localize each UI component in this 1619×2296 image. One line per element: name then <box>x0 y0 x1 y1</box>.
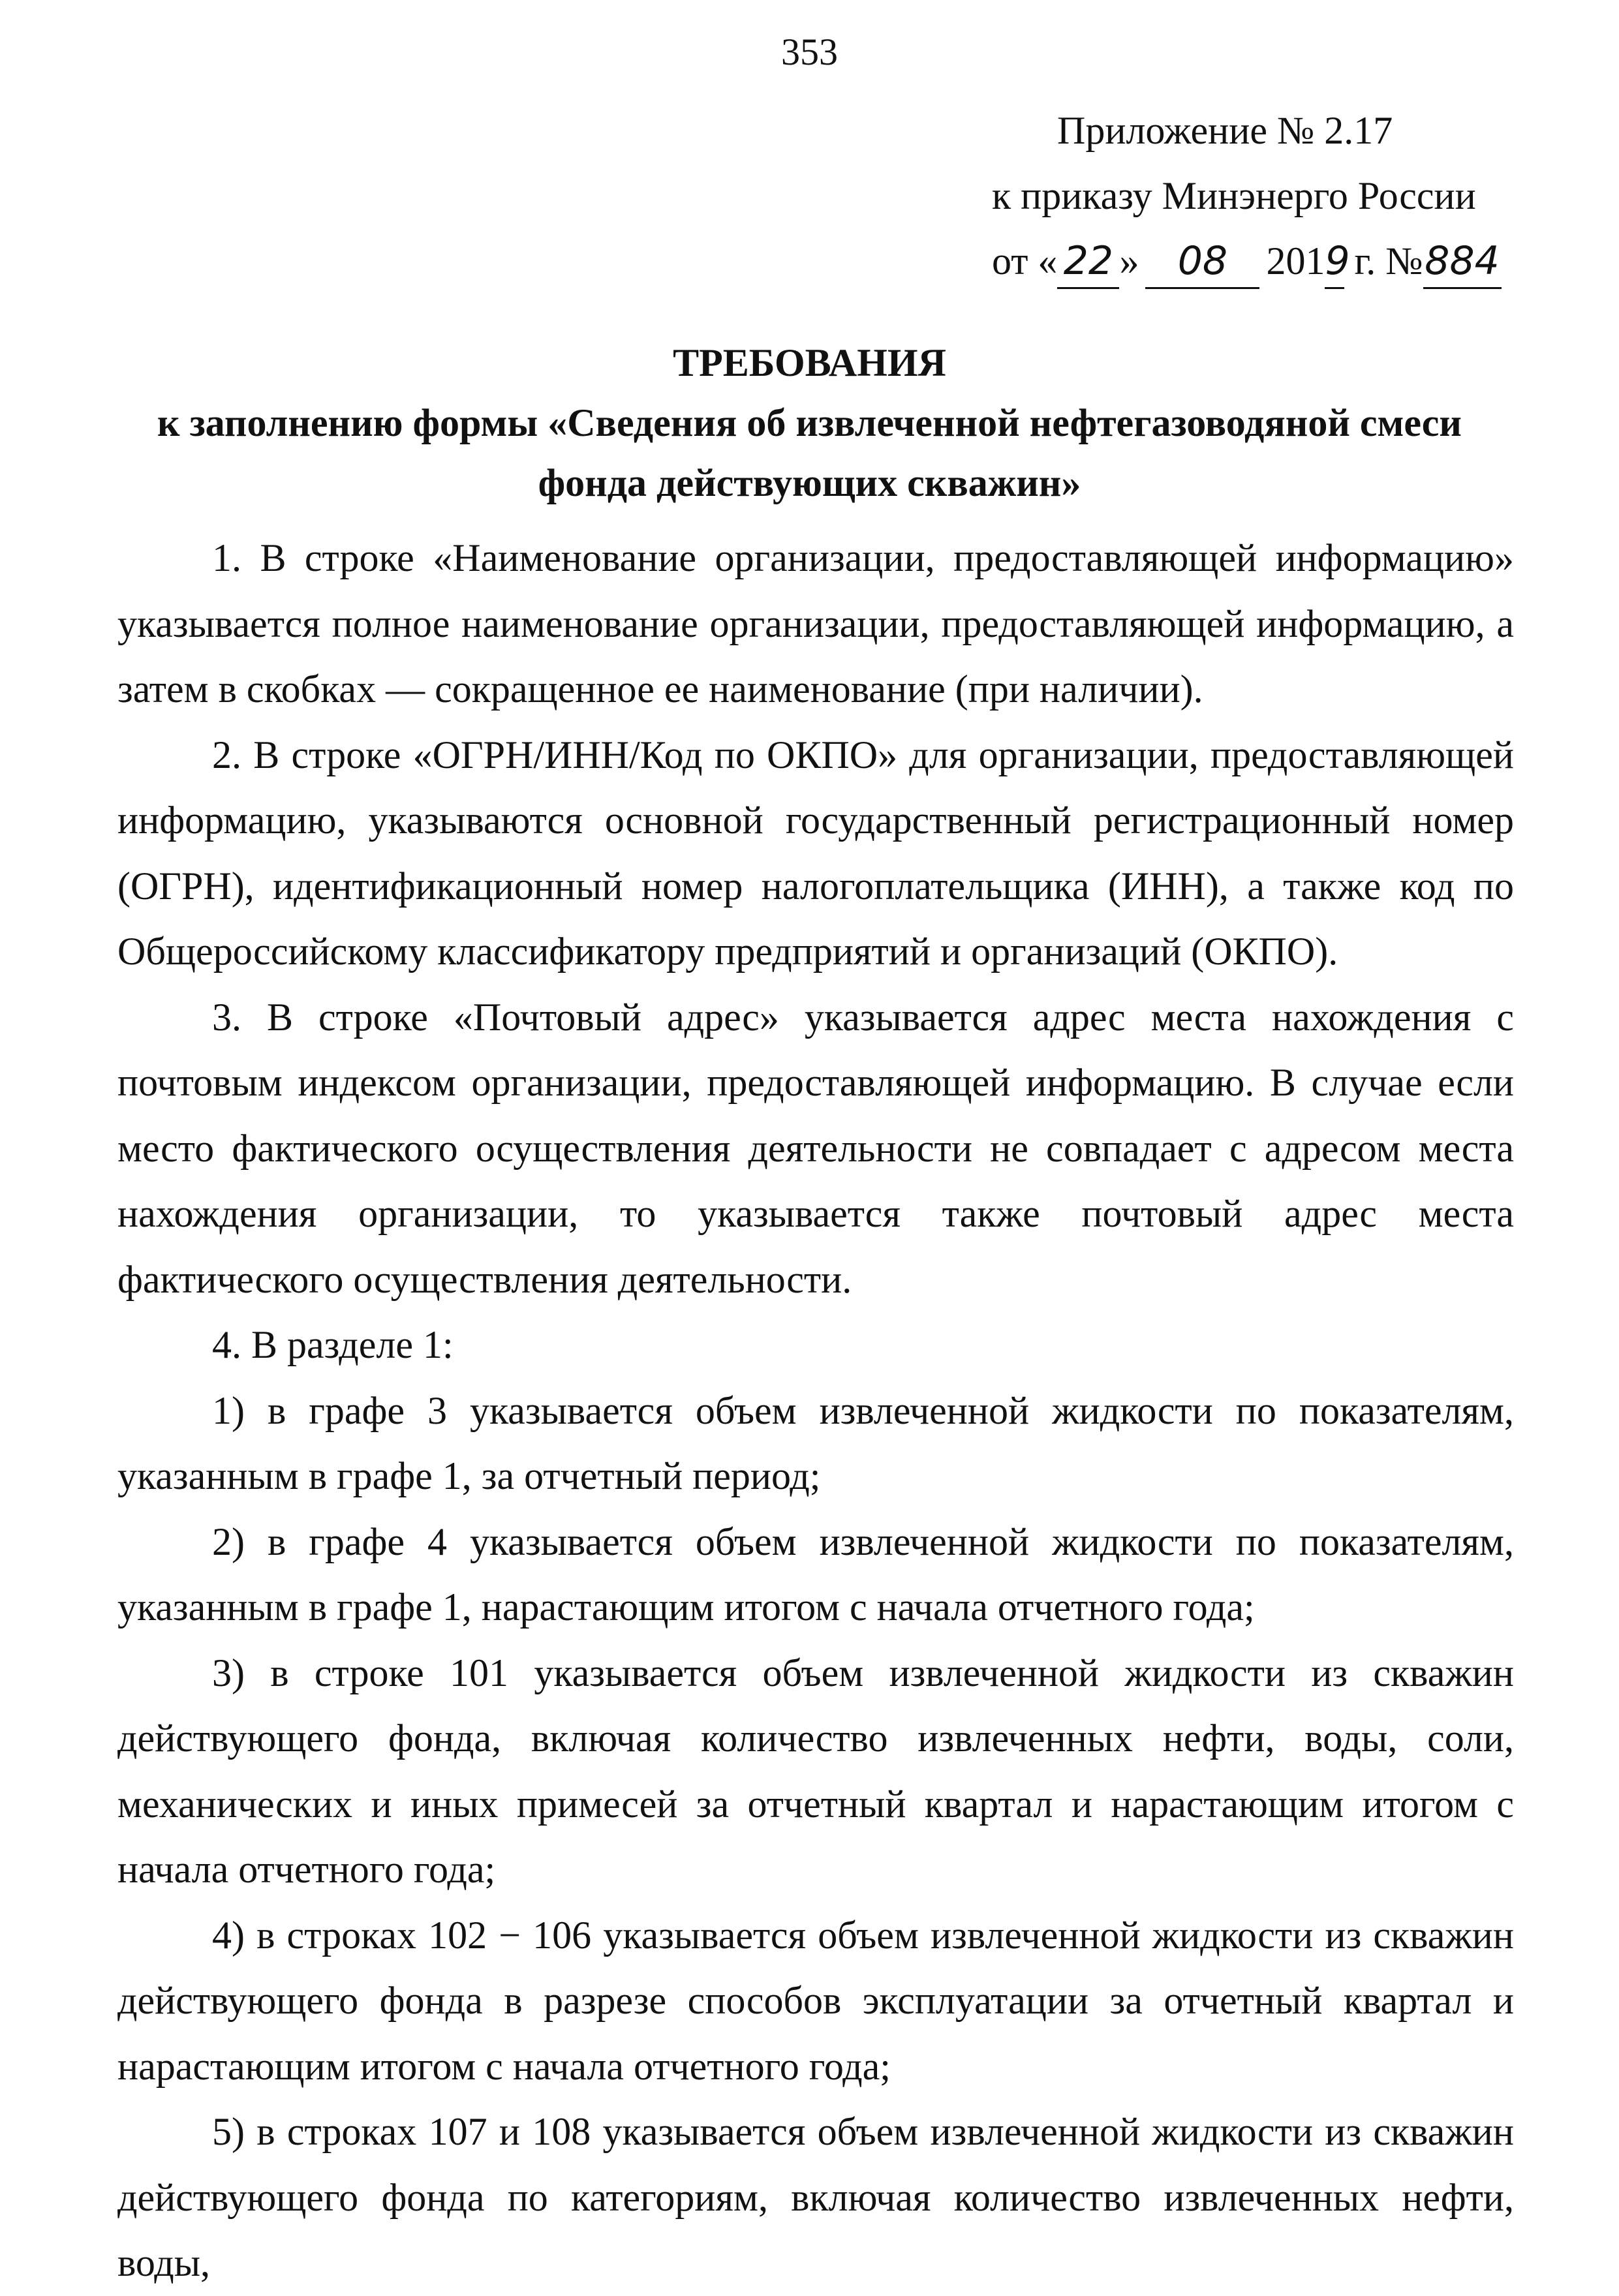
appendix-date-line <box>946 228 1520 294</box>
paragraph: 2. В строке «ОГРН/ИНН/Код по ОКПО» для организации, предоставляющей информацию, указываются основной государственный регистрационный номер (ОГРН), идентификационный номер налогоплательщика (ИНН), а также код по Общероссийскому классификатору предприятий и организаций (ОКПО). <box>117 733 1514 973</box>
date-prefix: от « <box>992 239 1058 283</box>
paragraph: 4) в строках 102 − 106 указывается объем извлеченной жидкости из скважин действующего фонда в разрезе способов эксплуатации за отчетный квартал и нарастающим итогом с начала отчетного года; <box>117 1913 1514 2088</box>
paragraph: 2) в графе 4 указывается объем извлеченной жидкости по показателям, указанным в графе 1, нарастающим итогом с начала отчетного года; <box>117 1520 1514 1629</box>
year-prefix: 201 <box>1266 239 1325 283</box>
appendix-order-ref: к приказу Минэнерго России <box>992 174 1476 217</box>
paragraph: 1. В строке «Наименование организации, предоставляющей информацию» указывается полное наименование организации, предоставляющей информацию, а затем в скобках — сокращенное ее наименование (при наличии). <box>117 536 1514 711</box>
year-suffix: г. № <box>1344 239 1423 283</box>
handwritten-order-number: 884 <box>1423 235 1502 289</box>
document-title <box>0 333 1619 513</box>
handwritten-day: 22 <box>1057 235 1119 289</box>
paragraph: 3. В строке «Почтовый адрес» указывается адрес места нахождения с почтовым индексом организации, предоставляющей информацию. В случае если место фактического осуществления деятельности не совпадает с адресом места нахождения организации, то указывается также почтовый адрес места фактического осуществления деятельности. <box>117 995 1514 1301</box>
paragraph: 1) в графе 3 указывается объем извлеченной жидкости по показателям, указанным в графе 1, за отчетный период; <box>117 1388 1514 1497</box>
paragraph: 5) в строках 107 и 108 указывается объем извлеченной жидкости из скважин действующего фонда по категориям, включая количество извлеченных нефти, воды, <box>117 2110 1514 2284</box>
date-day-close: » <box>1119 239 1139 283</box>
paragraph: 3) в строке 101 указывается объем извлеченной жидкости из скважин действующего фонда, включая количество извлеченных нефти, воды, соли, механических и иных примесей за отчетный квартал и нарастающим итогом с начала отчетного года; <box>117 1651 1514 1891</box>
page-number: 353 <box>781 31 838 73</box>
handwritten-month: 08 <box>1145 235 1259 289</box>
title-line-3: фонда действующих скважин» <box>538 461 1081 504</box>
title-heading: ТРЕБОВАНИЯ <box>673 341 946 384</box>
handwritten-year-digit: 9 <box>1325 235 1344 289</box>
body-text <box>117 525 1514 2296</box>
paragraph: 4. В разделе 1: <box>212 1323 454 1366</box>
appendix-header <box>946 98 1520 294</box>
appendix-title: Приложение № 2.17 <box>1057 109 1393 152</box>
title-line-2: к заполнению формы «Сведения об извлеченной нефтегазоводяной смеси <box>157 401 1462 444</box>
